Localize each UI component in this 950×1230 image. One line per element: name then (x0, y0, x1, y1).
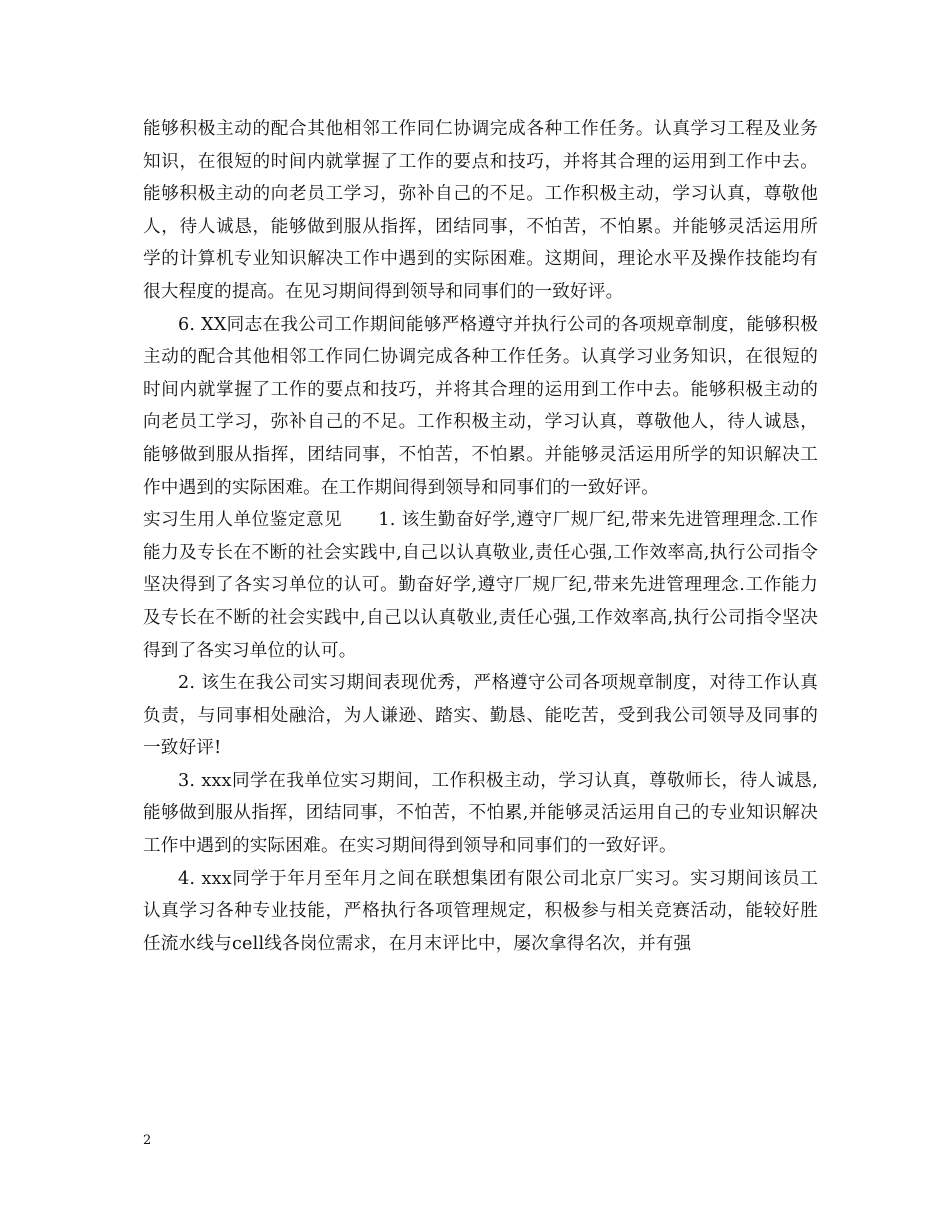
paragraph-continuation: 能够积极主动的配合其他相邻工作同仁协调完成各种工作任务。认真学习工程及业务知识，在很短的时间内就掌握了工作的要点和技巧，并将其合理的运用到工作中去。能够积极主动的向老员工学习，弥补自己的不足。工作积极主动，学习认真，尊敬他人，待人诚恳，能够做到服从指挥，团结同事，不怕苦，不怕累。并能够灵活运用所学的计算机专业知识解决工作中遇到的实际困难。这期间，理论水平及操作技能均有很大程度的提高。在见习期间得到领导和同事们的一致好评。 (143, 119, 818, 302)
page-number: 2 (143, 1133, 152, 1148)
paragraph-item-6: 6. XX同志在我公司工作期间能够严格遵守并执行公司的各项规章制度，能够积极主动的配合其他相邻工作同仁协调完成各种工作任务。认真学习业务知识，在很短的时间内就掌握了工作的要点和技巧，并将其合理的运用到工作中去。能够积极主动的向老员工学习，弥补自己的不足。工作积极主动，学习认真，尊敬他人，待人诚恳，能够做到服从指挥，团结同事，不怕苦，不怕累。并能够灵活运用所学的知识解决工作中遇到的实际困难。在工作期间得到领导和同事们的一致好评。 (143, 314, 818, 498)
paragraph-appraisal-item-3: 3. xxx同学在我单位实习期间，工作积极主动，学习认真，尊敬师长，待人诚恳,能够做到服从指挥，团结同事，不怕苦，不怕累,并能够灵活运用自己的专业知识解决工作中遇到的实际困难。在实习期间得到领导和同事们的一致好评。 (143, 770, 818, 857)
paragraph-appraisal-item-1: 实习生用人单位鉴定意见 1. 该生勤奋好学,遵守厂规厂纪,带来先进管理理念.工作能力及专长在不断的社会实践中,自己以认真敬业,责任心强,工作效率高,执行公司指令坚决得到了各实习单位的认可。勤奋好学,遵守厂规厂纪,带来先进管理理念.工作能力及专长在不断的社会实践中,自己以认真敬业,责任心强,工作效率高,执行公司指令坚决得到了各实习单位的认可。 (143, 510, 818, 661)
document-body (143, 113, 818, 960)
paragraph-appraisal-item-2: 2. 该生在我公司实习期间表现优秀，严格遵守公司各项规章制度，对待工作认真负责，与同事相处融洽，为人谦逊、踏实、勤恳、能吃苦，受到我公司领导及同事的一致好评! (143, 673, 818, 759)
paragraph-appraisal-item-4: 4. xxx同学于年月至年月之间在联想集团有限公司北京厂实习。实习期间该员工认真学习各种专业技能，严格执行各项管理规定，积极参与相关竞赛活动，能较好胜任流水线与cell线各岗位需求，在月末评比中，屡次拿得名次，并有强 (143, 868, 818, 954)
